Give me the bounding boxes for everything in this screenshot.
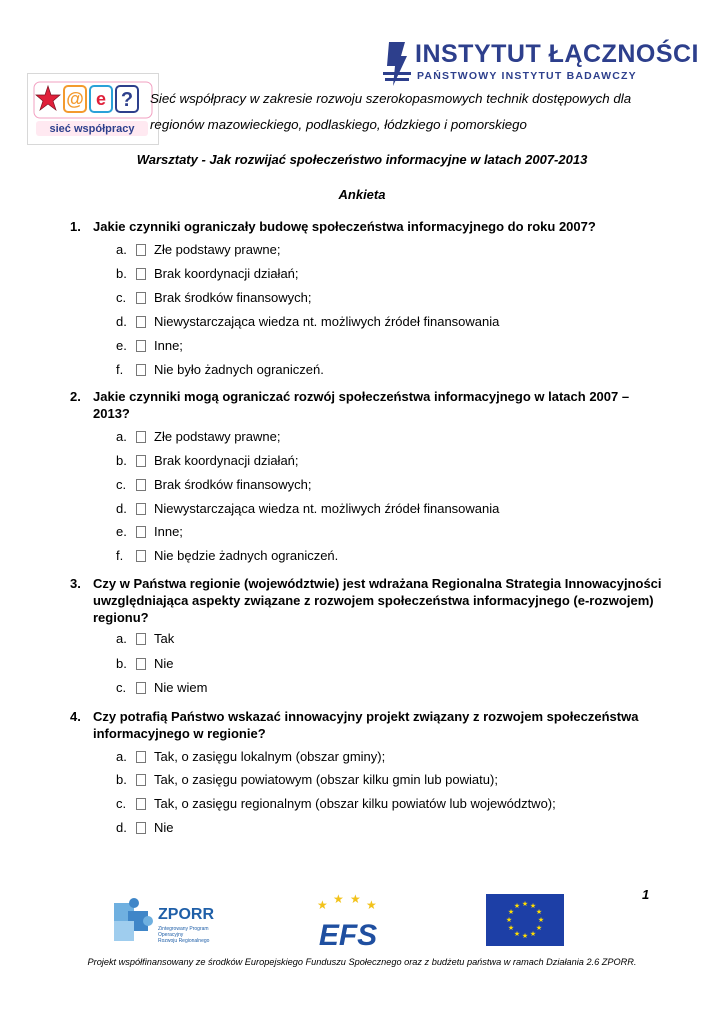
zporr-subtitle-3: Rozwoju Regionalnego	[158, 938, 210, 944]
option-label: Inne;	[154, 524, 183, 539]
checkbox[interactable]	[136, 682, 146, 694]
option-letter: c.	[116, 477, 127, 492]
option-letter: e.	[116, 338, 127, 353]
option-letter: d.	[116, 501, 127, 516]
checkbox[interactable]	[136, 479, 146, 491]
checkbox[interactable]	[136, 364, 146, 376]
option-label: Złe podstawy prawne;	[154, 429, 281, 444]
checkbox[interactable]	[136, 340, 146, 352]
option-letter: d.	[116, 820, 127, 835]
option-letter: b.	[116, 656, 127, 671]
svg-text:e: e	[95, 89, 107, 109]
option-letter: f.	[116, 362, 124, 377]
q1-option-e[interactable]	[116, 337, 183, 354]
eu-flag-icon	[486, 894, 564, 946]
svg-text:★: ★	[513, 930, 521, 938]
checkbox[interactable]	[136, 798, 146, 810]
checkbox[interactable]	[136, 526, 146, 538]
q2-option-b[interactable]	[116, 452, 299, 469]
option-label: Brak koordynacji działań;	[154, 266, 299, 281]
svg-text:★: ★	[537, 916, 545, 924]
survey-title: Ankieta	[338, 187, 386, 202]
efs-logo	[303, 893, 393, 951]
checkbox[interactable]	[136, 633, 146, 645]
svg-text:★: ★	[317, 898, 328, 912]
checkbox[interactable]	[136, 550, 146, 562]
instytut-lacznosci-logo	[383, 40, 699, 88]
svg-text:★: ★	[350, 893, 361, 906]
question-text: Czy w Państwa regionie (województwie) jest wdrażana Regionalna Strategia Innowacyjności uwzględniająca aspekty związane z rozwojem społeczeństwa informacyjnego (e-rozwojem) regionu?	[93, 576, 662, 625]
svg-text:★: ★	[507, 908, 515, 916]
svg-text:★: ★	[535, 924, 543, 932]
svg-text:@: @	[66, 89, 84, 109]
q2-option-d[interactable]	[116, 500, 499, 517]
option-label: Tak	[154, 631, 175, 646]
option-letter: a.	[116, 242, 127, 257]
zporr-subtitle-1: Zintegrowany Program	[158, 926, 209, 932]
option-label: Nie było żadnych ograniczeń.	[154, 362, 324, 377]
checkbox[interactable]	[136, 292, 146, 304]
option-letter: b.	[116, 453, 127, 468]
option-letter: b.	[116, 266, 127, 281]
q2-option-a[interactable]	[116, 428, 280, 445]
option-label: Tak, o zasięgu powiatowym (obszar kilku gmin lub powiatu);	[154, 772, 498, 787]
q1-option-c[interactable]	[116, 289, 312, 306]
option-label: Niewystarczająca wiedza nt. możliwych źródeł finansowania	[154, 501, 500, 516]
checkbox[interactable]	[136, 658, 146, 670]
checkbox[interactable]	[136, 503, 146, 515]
q4-option-d[interactable]	[116, 819, 174, 836]
svg-text:★: ★	[333, 893, 344, 906]
option-label: Nie wiem	[154, 680, 208, 695]
question-text: Czy potrafią Państwo wskazać innowacyjny projekt związany z rozwojem społeczeństwa informacyjnego w regionie?	[93, 709, 639, 741]
option-label: Tak, o zasięgu regionalnym (obszar kilku powiatów lub województwo);	[154, 796, 556, 811]
workshop-title: Warsztaty - Jak rozwijać społeczeństwo informacyjne w latach 2007-2013	[136, 152, 588, 167]
option-label: Brak środków finansowych;	[154, 290, 312, 305]
checkbox[interactable]	[136, 431, 146, 443]
instytut-title: INSTYTUT ŁĄCZNOŚCI	[415, 40, 699, 68]
siec-logo-text: sieć współpracy	[49, 123, 135, 135]
svg-text:★: ★	[521, 932, 529, 940]
option-label: Nie	[154, 820, 174, 835]
efs-name: EFS	[318, 919, 378, 951]
option-letter: f.	[116, 548, 124, 563]
header-line-2: regionów mazowieckiego, podlaskiego, łódzkiego i pomorskiego	[150, 117, 527, 132]
question-number: 1.	[70, 219, 81, 234]
checkbox[interactable]	[136, 455, 146, 467]
svg-text:★: ★	[535, 908, 543, 916]
q3-option-a[interactable]	[116, 630, 174, 647]
q4-option-b[interactable]	[116, 771, 498, 788]
option-letter: a.	[116, 429, 127, 444]
instytut-emblem-icon	[383, 42, 411, 86]
option-label: Złe podstawy prawne;	[154, 242, 281, 257]
siec-logo-graphic	[28, 74, 158, 144]
question-number: 3.	[70, 576, 81, 591]
question-number: 2.	[70, 389, 81, 404]
checkbox[interactable]	[136, 822, 146, 834]
svg-text:?: ?	[120, 89, 134, 111]
q1-option-d[interactable]	[116, 313, 499, 330]
svg-text:★: ★	[366, 898, 377, 912]
option-label: Nie	[154, 656, 174, 671]
q2-option-e[interactable]	[116, 523, 183, 540]
svg-text:★: ★	[513, 902, 521, 910]
q4-option-c[interactable]	[116, 795, 556, 812]
eu-flag-logo	[486, 894, 564, 946]
siec-wspolpracy-logo	[27, 73, 159, 145]
svg-text:★: ★	[507, 924, 515, 932]
question-text: Jakie czynniki ograniczały budowę społeczeństwa informacyjnego do roku 2007?	[93, 219, 596, 234]
svg-text:★: ★	[521, 900, 529, 908]
zporr-name: ZPORR	[158, 906, 214, 923]
q4-option-a[interactable]	[116, 748, 385, 765]
q1-option-a[interactable]	[116, 241, 280, 258]
q2-option-f[interactable]	[116, 547, 338, 564]
option-letter: c.	[116, 796, 127, 811]
zporr-subtitle-2: Operacyjny	[158, 932, 184, 938]
svg-text:★: ★	[529, 902, 537, 910]
checkbox[interactable]	[136, 244, 146, 256]
svg-text:★: ★	[529, 930, 537, 938]
svg-text:★: ★	[505, 916, 513, 924]
footer-note: Projekt współfinansowany ze środków Europejskiego Funduszu Społecznego oraz z budżetu państwa w ramach Działania 2.6 ZPORR.	[87, 957, 637, 967]
option-label: Brak środków finansowych;	[154, 477, 312, 492]
option-label: Inne;	[154, 338, 183, 353]
q3-option-b[interactable]	[116, 655, 174, 672]
zporr-logo	[110, 893, 230, 951]
q3-option-c[interactable]	[116, 679, 207, 696]
checkbox[interactable]	[136, 751, 146, 763]
option-label: Tak, o zasięgu lokalnym (obszar gminy);	[154, 749, 386, 764]
header-line-1: Sieć współpracy w zakresie rozwoju szerokopasmowych technik dostępowych dla	[150, 91, 632, 106]
option-letter: c.	[116, 290, 127, 305]
q1-option-f[interactable]	[116, 361, 324, 378]
q1-option-b[interactable]	[116, 265, 299, 282]
q2-option-c[interactable]	[116, 476, 312, 493]
option-letter: c.	[116, 680, 127, 695]
option-letter: e.	[116, 524, 127, 539]
checkbox[interactable]	[136, 268, 146, 280]
question-number: 4.	[70, 709, 81, 724]
option-letter: a.	[116, 749, 127, 764]
checkbox[interactable]	[136, 774, 146, 786]
checkbox[interactable]	[136, 316, 146, 328]
option-letter: d.	[116, 314, 127, 329]
option-letter: a.	[116, 631, 127, 646]
page-number: 1	[642, 887, 650, 902]
option-label: Niewystarczająca wiedza nt. możliwych źródeł finansowania	[154, 314, 500, 329]
option-label: Nie będzie żadnych ograniczeń.	[154, 548, 339, 563]
option-label: Brak koordynacji działań;	[154, 453, 299, 468]
efs-logo-graphic	[303, 893, 393, 951]
instytut-subtitle: PAŃSTWOWY INSTYTUT BADAWCZY	[417, 70, 637, 82]
question-text: Jakie czynniki mogą ograniczać rozwój społeczeństwa informacyjnego w latach 2007 – 2013?	[93, 389, 630, 421]
option-letter: b.	[116, 772, 127, 787]
zporr-logo-graphic	[110, 893, 230, 951]
